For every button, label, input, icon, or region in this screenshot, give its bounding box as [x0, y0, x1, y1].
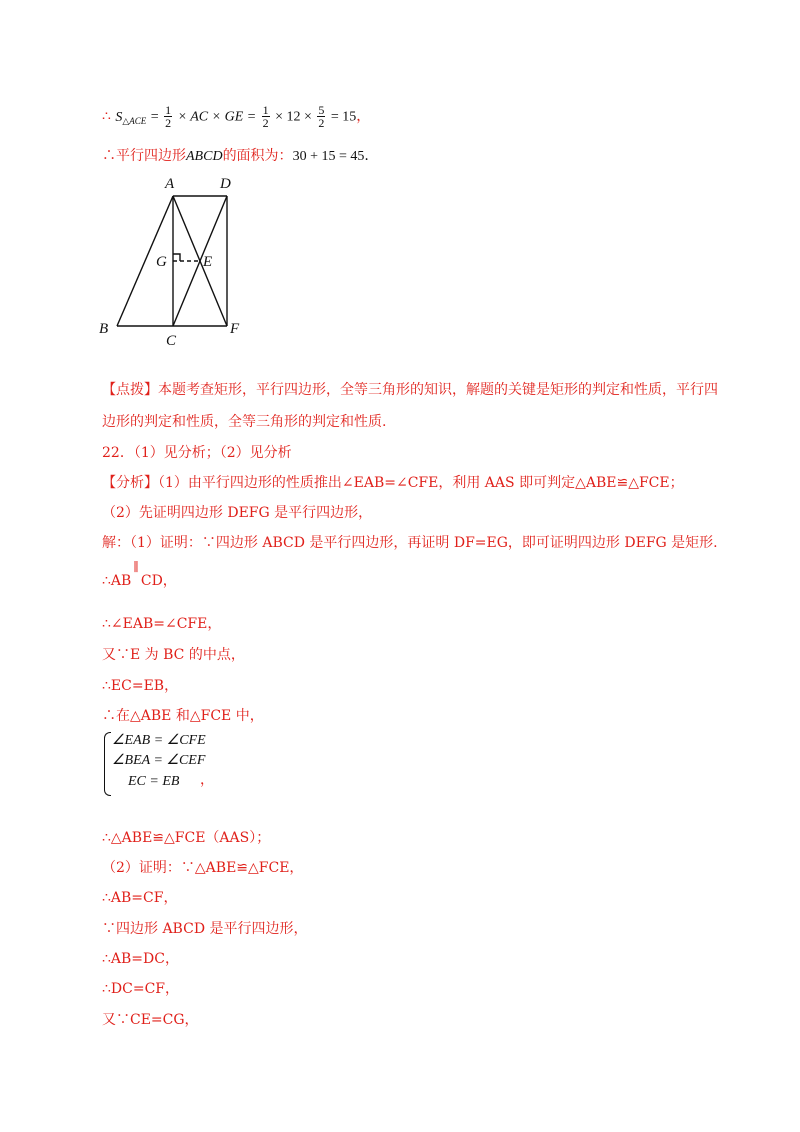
area-symbol: $S_{\triangle ACE}$	[115, 109, 147, 126]
parallel-symbol: ∥	[133, 560, 139, 574]
left-brace	[104, 732, 111, 796]
label-f: F	[230, 321, 240, 337]
ab-text: ∴AB	[102, 573, 132, 589]
question-22-answer: 22．（1）见分析；（2）见分析	[102, 445, 292, 461]
label-d: D	[220, 176, 231, 192]
system-comma: ，	[200, 772, 214, 788]
abcd-label: ABCD	[186, 149, 223, 164]
step-6: （2）证明：∵△ABE≌△FCE，	[102, 860, 304, 876]
dianbo-line-2: 边形的判定和性质，全等三角形的判定和性质.	[102, 414, 387, 430]
formula-middle-2: × 12 ×	[275, 109, 312, 125]
step-3: ∴EC=EB，	[102, 678, 179, 694]
step-4: ∴在△ABE 和△FCE 中，	[102, 708, 264, 724]
step-11: 又∵CE=CG，	[102, 1012, 199, 1028]
ab-parallel-cd	[102, 560, 177, 591]
period: .	[364, 148, 369, 164]
label-e: E	[203, 254, 213, 270]
system-line-1: ∠EAB = ∠CFE	[112, 733, 206, 748]
cd-text: CD，	[140, 573, 177, 589]
step-10: ∴DC=CF，	[102, 981, 179, 997]
step-1: ∴∠EAB=∠CFE，	[102, 616, 222, 632]
area-text-2: 的面积为：	[222, 148, 293, 164]
system-line-2: ∠BEA = ∠CEF	[112, 753, 206, 768]
solution-intro: 解：（1）证明：∵四边形 ABCD 是平行四边形，再证明 DF=EG，即可证明四边形 DEFG 是矩形.	[102, 535, 718, 551]
fraction-five-half: $\frac{5}{2}$	[318, 103, 325, 130]
comma: ，	[356, 108, 371, 125]
dianbo-line-1: 【点拨】本题考查矩形，平行四边形，全等三角形的知识，解题的关键是矩形的判定和性质，平行四	[102, 382, 718, 398]
right-angle-mark	[173, 254, 180, 261]
fraction-one-half: $\frac{1}{2}$	[165, 103, 172, 130]
formula-result: = 15	[330, 109, 357, 125]
label-b: B	[99, 321, 109, 337]
step-9: ∴AB=DC，	[102, 951, 179, 967]
therefore-symbol: ∴	[102, 108, 111, 125]
step-5: ∴△ABE≌△FCE（AAS）；	[102, 830, 271, 846]
area-text: ∴平行四边形	[102, 148, 186, 164]
analysis-line-2: （2）先证明四边形 DEFG 是平行四边形，	[102, 505, 373, 521]
step-7: ∴AB=CF，	[102, 890, 178, 906]
label-c: C	[166, 333, 177, 349]
formula-middle: × AC × GE =	[177, 109, 257, 125]
label-g: G	[156, 254, 167, 270]
area-formula-line	[102, 104, 370, 131]
fraction-one-half-2: $\frac{1}{2}$	[262, 103, 269, 130]
step-8: ∵四边形 ABCD 是平行四边形，	[102, 921, 308, 937]
parallelogram-area-line	[102, 146, 369, 167]
step-2: 又∵E 为 BC 的中点，	[102, 647, 245, 663]
analysis-line-1: 【分析】（1）由平行四边形的性质推出∠EAB=∠CFE，利用 AAS 即可判定△ABE≌△FCE；	[102, 475, 684, 491]
area-expression: 30 + 15 = 45	[292, 149, 365, 164]
system-line-3: EC = EB	[128, 774, 180, 789]
label-a: A	[165, 176, 175, 192]
equals-sign: =	[150, 109, 159, 125]
geometry-figure	[95, 170, 265, 350]
